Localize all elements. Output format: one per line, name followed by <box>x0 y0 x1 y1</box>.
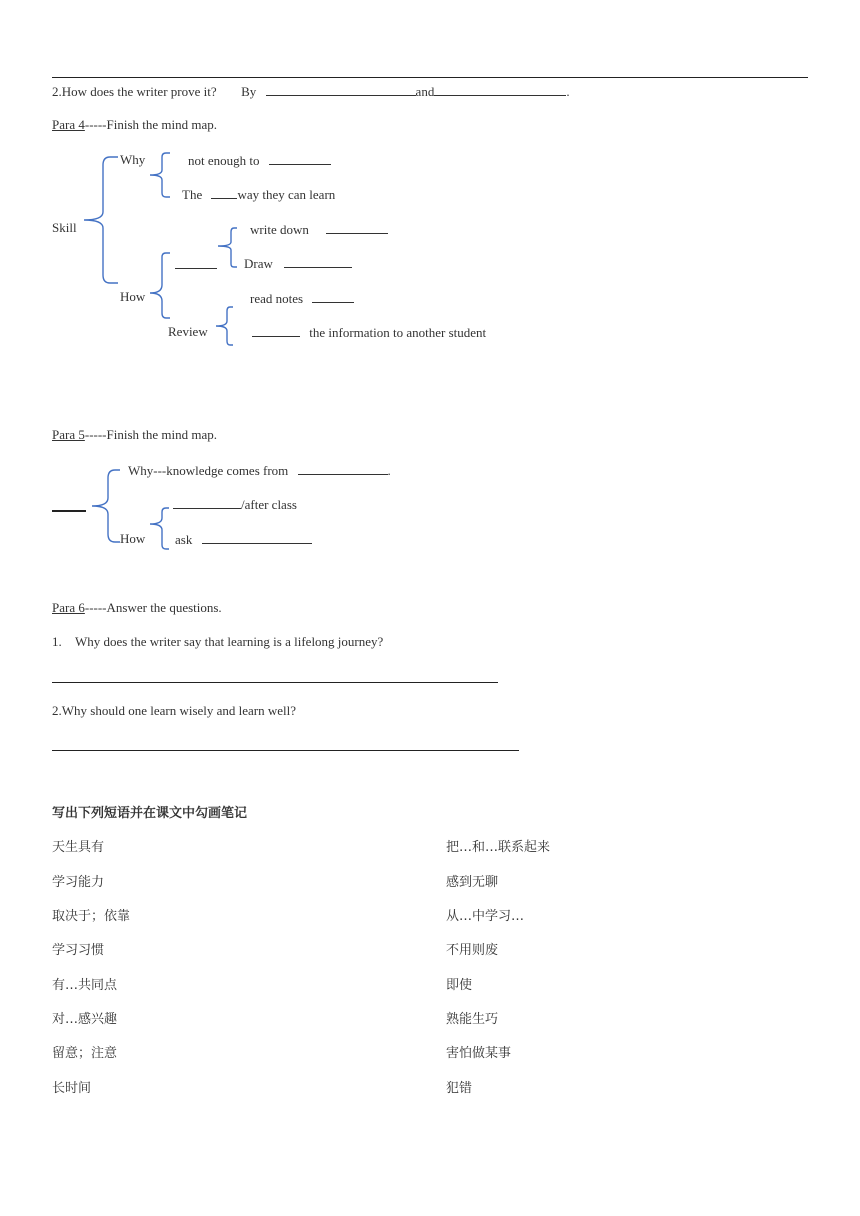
para4-label: Para 4 <box>52 117 85 132</box>
question-2-text: 2.How does the writer prove it? <box>52 84 217 99</box>
para5-how-bracket <box>150 508 169 549</box>
ask-line <box>175 531 312 548</box>
para5-how-label: How <box>120 531 146 546</box>
ask-blank[interactable] <box>202 531 312 544</box>
review-label: Review <box>168 324 208 339</box>
the-text: The <box>182 187 203 202</box>
way-learn-text: way they can learn <box>237 187 336 202</box>
para5-instruction: -----Finish the mind map. <box>84 427 218 442</box>
answer-line-2[interactable] <box>52 750 519 751</box>
why-knowledge-line <box>128 462 391 479</box>
phrase-item: 熟能生巧 <box>446 1012 499 1027</box>
why-knowledge-text: Why---knowledge comes from <box>128 463 289 478</box>
phrase-item: 学习习惯 <box>52 943 105 958</box>
phrase-item: 对…感兴趣 <box>52 1012 118 1027</box>
knowledge-source-blank[interactable] <box>298 462 388 475</box>
phrase-item: 长时间 <box>52 1081 92 1096</box>
read-notes-text: read notes <box>250 291 304 306</box>
phrase-item: 感到无聊 <box>446 875 499 890</box>
phrase-item: 不用则废 <box>446 943 499 958</box>
why-label: Why <box>120 152 146 167</box>
after-class-text: /after class <box>241 497 297 512</box>
phrase-item: 从…中学习… <box>446 909 525 924</box>
para6-instruction: -----Answer the questions. <box>84 600 222 615</box>
para6-question-2: 2.Why should one learn wisely and learn well? <box>52 703 297 718</box>
para5-main-bracket <box>92 470 120 542</box>
phrase-item: 即使 <box>446 978 473 993</box>
and-label: and <box>415 84 435 99</box>
phrase-item: 天生具有 <box>52 840 105 855</box>
para6-label: Para 6 <box>52 600 85 615</box>
para5-topic-blank[interactable] <box>52 510 86 512</box>
draw-text: Draw <box>244 256 273 271</box>
phrases-title: 写出下列短语并在课文中勾画笔记 <box>52 806 248 821</box>
answer-line-1[interactable] <box>52 682 498 683</box>
info-text: the information to another student <box>309 325 487 340</box>
write-down-text: write down <box>250 222 309 237</box>
ask-text: ask <box>175 532 193 547</box>
para5-label: Para 5 <box>52 427 85 442</box>
phrase-item: 有…共同点 <box>52 978 118 993</box>
para4-instruction: -----Finish the mind map. <box>84 117 218 132</box>
skill-label: Skill <box>52 220 77 235</box>
how-label: How <box>120 289 146 304</box>
period: . <box>387 463 391 478</box>
phrase-item: 害怕做某事 <box>446 1046 512 1061</box>
after-class-line <box>173 496 297 513</box>
phrase-item: 取决于；依靠 <box>52 909 131 924</box>
phrase-item: 学习能力 <box>52 875 105 890</box>
phrase-item: 犯错 <box>446 1081 473 1096</box>
not-enough-text: not enough to <box>188 153 260 168</box>
question-text: Why does the writer say that learning is a lifelong journey? <box>75 634 384 649</box>
question-number: 1. <box>52 634 62 649</box>
para6-question-1 <box>52 634 383 650</box>
by-label: By <box>241 84 257 99</box>
para6-heading <box>52 600 222 616</box>
phrase-item: 留意；注意 <box>52 1046 118 1061</box>
phrase-item: 把…和…联系起来 <box>446 840 551 855</box>
before-class-blank[interactable] <box>173 496 241 509</box>
period: . <box>566 84 570 99</box>
